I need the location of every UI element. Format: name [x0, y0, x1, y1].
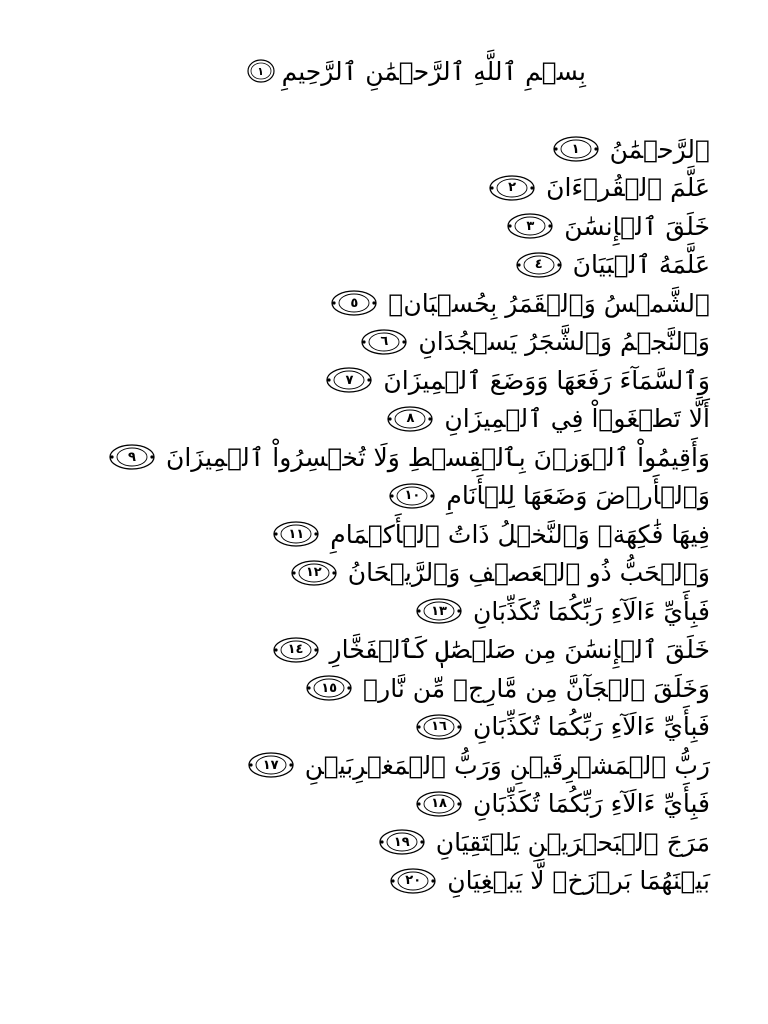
verse-number-marker: [108, 443, 156, 471]
verse-number: ١٤: [287, 642, 304, 658]
verse-number-marker: [360, 328, 408, 356]
verse-line: [190, 207, 710, 246]
verse-line: [190, 862, 710, 901]
verse-line: [190, 284, 710, 323]
verse-text: خَلَقَ ٱلۡإِنسَٰنَ: [564, 211, 710, 241]
verse-text: وَٱلسَّمَآءَ رَفَعَهَا وَوَضَعَ ٱلۡمِيزَانَ: [383, 365, 710, 395]
verse-line: [190, 477, 710, 516]
verse-text: وَٱلۡحَبُّ ذُو ٱلۡعَصۡفِ وَٱلرَّيۡحَانُ: [347, 558, 710, 588]
verse-text: فَبِأَيِّ ءَالَآءِ رَبِّكُمَا تُكَذِّبَانِ: [473, 712, 710, 742]
verse-text: رَبُّ ٱلۡمَشۡرِقَيۡنِ وَرَبُّ ٱلۡمَغۡرِبَيۡنِ: [304, 750, 710, 780]
verse-number: ١١: [288, 526, 305, 542]
verse-text: عَلَّمَ ٱلۡقُرۡءَانَ: [546, 173, 710, 203]
verse-number: ١٩: [393, 834, 410, 850]
verse-number: ١٢: [305, 565, 322, 581]
verse-number: ٤: [534, 257, 543, 273]
verse-text: فَبِأَيِّ ءَالَآءِ رَبِّكُمَا تُكَذِّبَانِ: [473, 789, 710, 819]
verse-number-marker: [415, 597, 463, 625]
verse-line: [190, 169, 710, 208]
verse-line: [128, 438, 710, 477]
verse-number-marker: [388, 482, 436, 510]
verse-number: ١٥: [321, 680, 338, 696]
verse-text: فِيهَا فَٰكِهَةٞ وَٱلنَّخۡلُ ذَاتُ ٱلۡأَكۡمَامِ: [330, 519, 710, 549]
verse-line: [190, 746, 710, 785]
verse-number: ١: [571, 141, 580, 157]
verse-number-marker: [506, 212, 554, 240]
verse-number-marker: [389, 867, 437, 895]
verse-number-marker: [552, 135, 600, 163]
verse-number-marker: [330, 289, 378, 317]
verse-text: وَخَلَقَ ٱلۡجَآنَّ مِن مَّارِجٖ مِّن نَّارٖ: [363, 673, 710, 703]
verse-line: [190, 361, 710, 400]
verse-line: [190, 130, 710, 169]
verse-number-marker: [325, 366, 373, 394]
verse-number-marker: [415, 790, 463, 818]
verse-number: ١٧: [262, 757, 279, 773]
verse-number-marker: [488, 174, 536, 202]
verse-number: ١٨: [431, 796, 447, 812]
verse-line: [190, 592, 710, 631]
verse-number: ٨: [406, 411, 415, 427]
verse-text: ٱلرَّحۡمَٰنُ: [609, 134, 710, 164]
verse-number-marker: [378, 828, 426, 856]
verse-line: [190, 323, 710, 362]
verse-number: ٢: [508, 180, 517, 196]
verse-text: وَأَقِيمُواْ ٱلۡوَزۡنَ بِٱلۡقِسۡطِ وَلَا تُخۡسِرُواْ ٱلۡمِيزَانَ: [166, 442, 710, 472]
verse-line: [190, 708, 710, 747]
verse-number-marker: [246, 58, 276, 84]
verse-number-marker: [247, 751, 295, 779]
verse-text: مَرَجَ ٱلۡبَحۡرَيۡنِ يَلۡتَقِيَانِ: [435, 827, 710, 857]
verse-text: خَلَقَ ٱلۡإِنسَٰنَ مِن صَلۡصَٰلٖ كَٱلۡفَخَّارِ: [329, 635, 710, 665]
verse-text: وَٱلۡأَرۡضَ وَضَعَهَا لِلۡأَنَامِ: [446, 481, 710, 511]
verse-line: [190, 785, 710, 824]
verse-number-marker: [272, 520, 320, 548]
basmala-line: [246, 58, 586, 84]
verse-number-marker: [515, 251, 563, 279]
verse-number: ٥: [350, 295, 359, 311]
verse-number: ٢٠: [405, 873, 422, 889]
verse-number: ٧: [345, 372, 354, 388]
verse-text: فَبِأَيِّ ءَالَآءِ رَبِّكُمَا تُكَذِّبَانِ: [473, 596, 710, 626]
verse-number: ٣: [526, 218, 535, 234]
verse-line: [190, 669, 710, 708]
verse-number: ١٣: [431, 603, 447, 619]
verse-text: ٱلشَّمۡسُ وَٱلۡقَمَرُ بِحُسۡبَانٖ: [388, 288, 710, 318]
verse-text: عَلَّمَهُ ٱلۡبَيَانَ: [572, 250, 710, 280]
basmala-text: بِسۡمِ ٱللَّهِ ٱلرَّحۡمَٰنِ ٱلرَّحِيمِ: [281, 56, 586, 86]
verse-number-marker: [290, 559, 338, 587]
verse-text: وَٱلنَّجۡمُ وَٱلشَّجَرُ يَسۡجُدَانِ: [418, 327, 710, 357]
verse-text: أَلَّا تَطۡغَوۡاْ فِي ٱلۡمِيزَانِ: [444, 404, 710, 434]
verse-line: [190, 246, 710, 285]
verse-number: ٩: [128, 449, 136, 465]
verse-line: [190, 631, 710, 670]
verse-line: [190, 554, 710, 593]
verse-line: [190, 515, 710, 554]
verse-number-marker: [386, 405, 434, 433]
verse-number-marker: [415, 713, 463, 741]
verse-number: ١: [257, 64, 264, 78]
verse-text: بَيۡنَهُمَا بَرۡزَخٞ لَّا يَبۡغِيَانِ: [447, 866, 710, 896]
verse-number: ١٠: [404, 488, 421, 504]
verse-number: ١٦: [431, 719, 447, 735]
verse-number-marker: [272, 636, 320, 664]
verse-list: [128, 130, 710, 900]
verse-line: [190, 823, 710, 862]
verse-number: ٦: [380, 334, 389, 350]
verse-line: [190, 400, 710, 439]
verse-number-marker: [305, 674, 353, 702]
